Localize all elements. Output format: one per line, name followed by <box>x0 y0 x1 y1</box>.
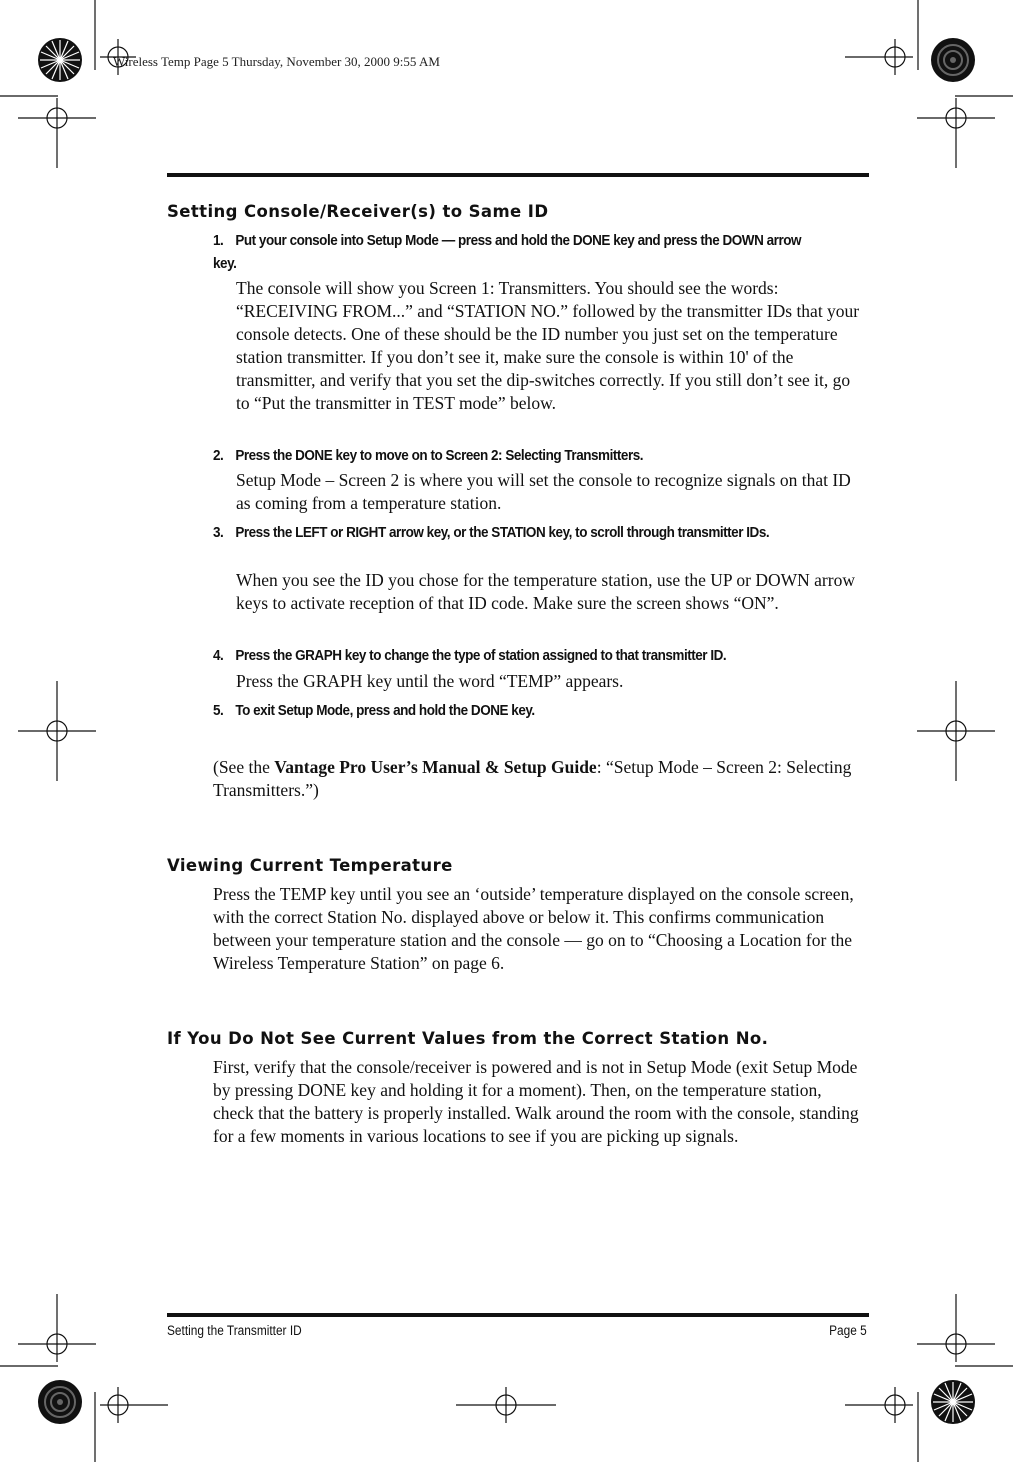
reference-note <box>213 756 865 802</box>
step-4-body: Press the GRAPH key until the word “TEMP” appears. <box>236 671 624 691</box>
footer-page-number: Page 5 <box>829 1323 867 1338</box>
step-2-title <box>213 445 827 468</box>
step-2-body: Setup Mode – Screen 2 is where you will set the console to recognize signals on that ID as coming from a temperature station. <box>236 470 851 513</box>
starburst-target-top-left <box>38 38 82 82</box>
footer-section-title: Setting the Transmitter ID <box>167 1323 302 1338</box>
troubleshoot-body: First, verify that the console/receiver is powered and is not in Setup Mode (exit Setup Mode by pressing DONE key and holding it for a moment). Then, on the temperature station, check that the battery is properly installed. Walk around the room with the console, standing for a few moments in various locations to see if you are picking up signals. <box>213 1057 859 1146</box>
note-suffix: : “Setup Mode – Screen 2: Selecting Transmitters.”) <box>213 757 852 800</box>
step-title-text: Put your console into Setup Mode — press and hold the DONE key and press the DOWN arrow key. <box>213 233 802 272</box>
step-title-text: Press the DONE key to move on to Screen 2: Selecting Transmitters. <box>235 448 644 464</box>
step-1-title <box>213 230 827 276</box>
step-title-text: Press the GRAPH key to change the type of station assigned to that transmitter ID. <box>235 648 727 664</box>
step-number: 3. <box>213 525 224 541</box>
note-prefix: (See the <box>213 757 275 777</box>
print-header: Wireless Temp Page 5 Thursday, November 30, 2000 9:55 AM <box>113 54 440 69</box>
starburst-target-bottom-left <box>38 1380 82 1424</box>
step-3-title <box>213 522 827 545</box>
section-heading-troubleshoot: If You Do Not See Current Values from the Correct Station No. <box>167 1029 769 1048</box>
step-3-body: When you see the ID you chose for the temperature station, use the UP or DOWN arrow keys to activate reception of that ID code. Make sure the screen shows “ON”. <box>236 570 855 613</box>
step-number: 4. <box>213 648 224 664</box>
section-heading-same-id: Setting Console/Receiver(s) to Same ID <box>167 202 549 221</box>
starburst-target-top-right <box>931 38 975 82</box>
step-4-title <box>213 645 827 668</box>
starburst-target-bottom-right <box>931 1380 975 1424</box>
bottom-rule <box>167 1313 869 1317</box>
top-rule <box>167 173 869 177</box>
section-heading-current-temp: Viewing Current Temperature <box>167 856 453 875</box>
step-number: 5. <box>213 703 224 719</box>
step-number: 1. <box>213 233 224 249</box>
current-temp-body: Press the TEMP key until you see an ‘outside’ temperature displayed on the console screen, with the correct Station No. displayed above or below it. This confirms communication between your temperature station and the console — go on to “Choosing a Location for the Wireless Temperature Station” on page 6. <box>213 884 854 973</box>
step-title-text: Press the LEFT or RIGHT arrow key, or the STATION key, to scroll through transmitter IDs. <box>235 525 770 541</box>
step-title-text: To exit Setup Mode, press and hold the DONE key. <box>235 703 535 719</box>
step-number: 2. <box>213 448 224 464</box>
step-1-body: The console will show you Screen 1: Transmitters. You should see the words: “RECEIVING FROM...” and “STATION NO.” followed by the transmitter IDs that your console detects. One of these should be the ID number you just set on the temperature station transmitter. If you don’t see it, make sure the console is within 10' of the transmitter, and verify that you set the dip-switches correctly. If you still don’t see it, go to “Put the transmitter in TEST mode” below. <box>236 278 860 413</box>
step-5-title <box>213 700 827 723</box>
crop-lines-top <box>0 0 1013 96</box>
manual-title: Vantage Pro User’s Manual & Setup Guide <box>274 757 597 777</box>
